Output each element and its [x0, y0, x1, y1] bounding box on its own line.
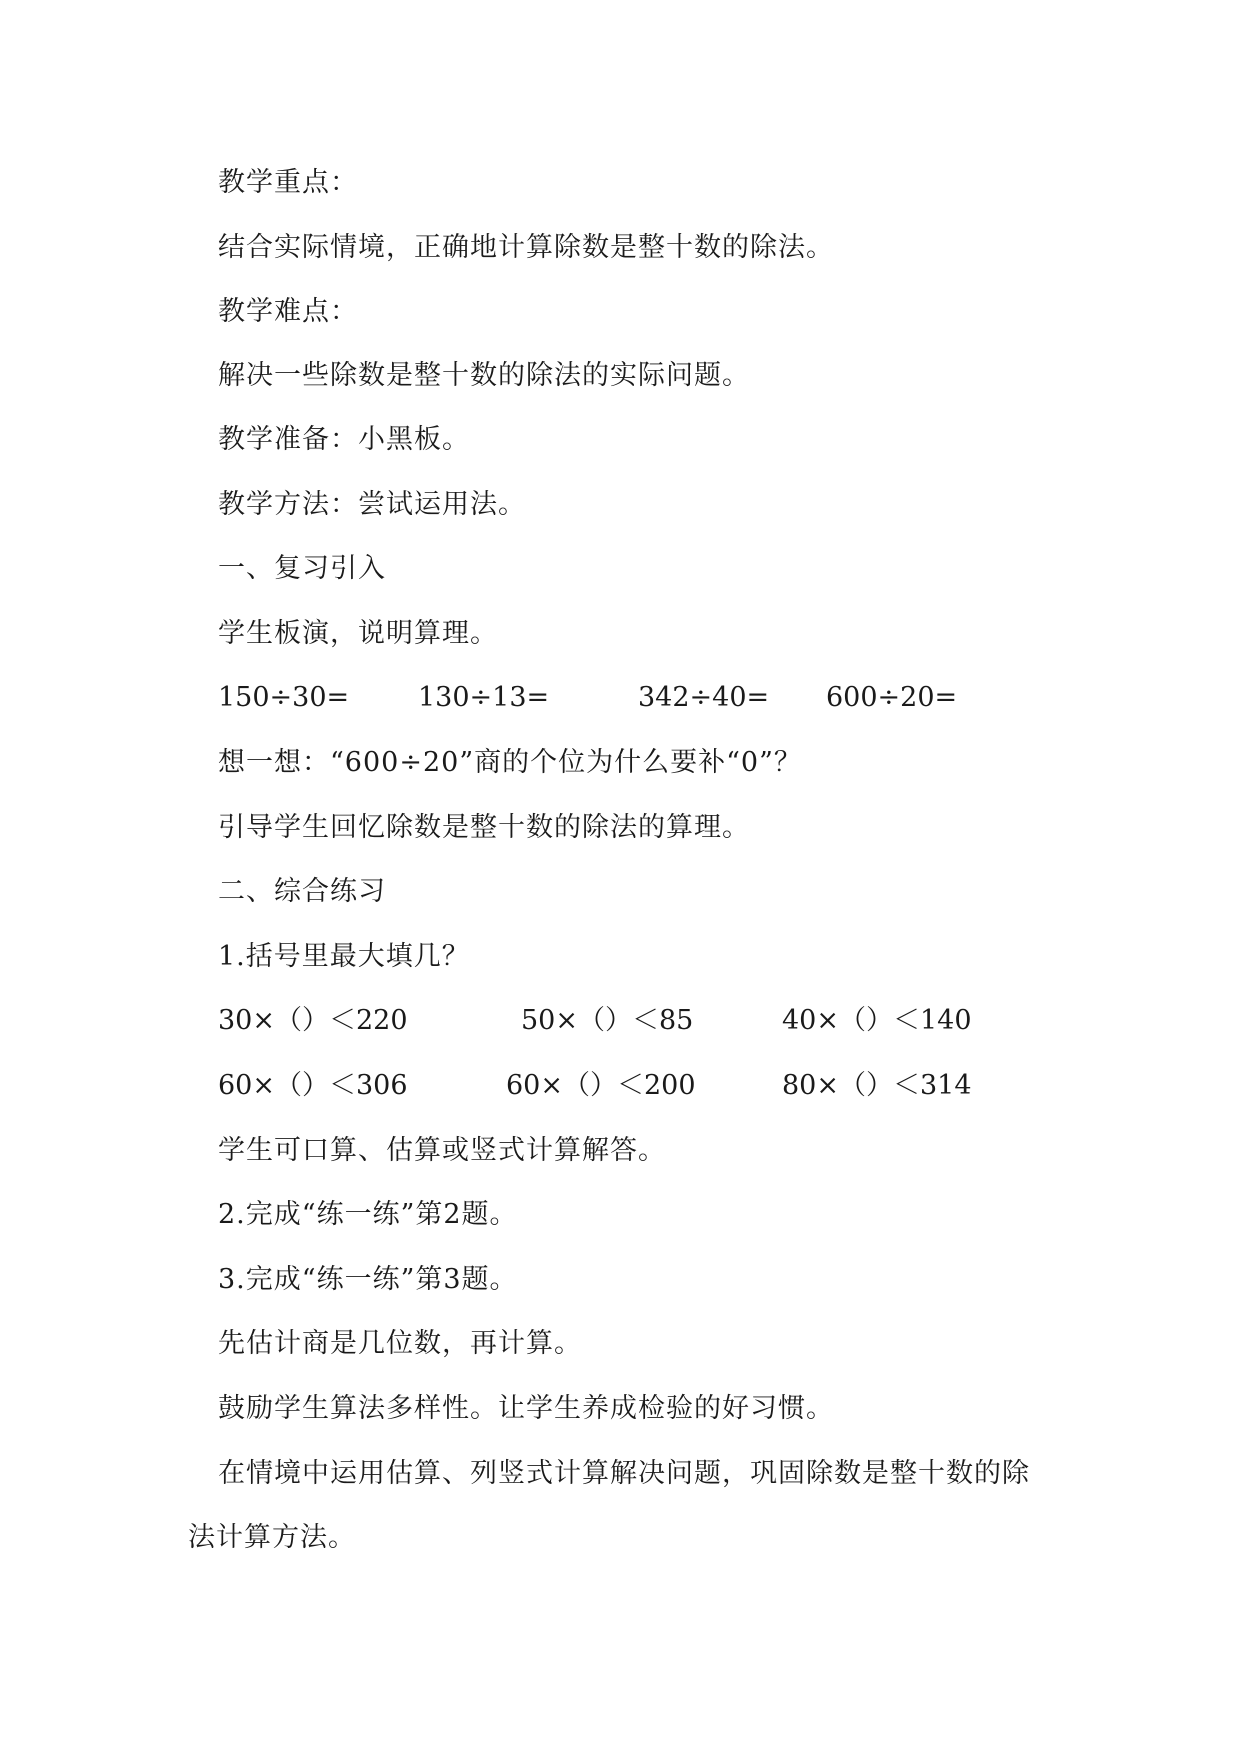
division-item-2: 130÷13=: [418, 682, 550, 713]
heading-teaching-difficulty: 教学难点：: [218, 296, 358, 327]
exercise-1-title: 1.括号里最大填几？: [218, 941, 470, 972]
inequality-item-6: 80×（）＜314: [782, 1070, 972, 1101]
exercise-2: 2.完成“练一练”第2题。: [218, 1199, 518, 1230]
heading-teaching-focus: 教学重点：: [218, 167, 358, 198]
division-item-1: 150÷30=: [218, 682, 350, 713]
inequality-item-3: 40×（）＜140: [782, 1005, 972, 1036]
summary-text-line-2: 法计算方法。: [188, 1522, 356, 1553]
summary-text-line-1: 在情境中运用估算、列竖式计算解决问题，巩固除数是整十数的除: [218, 1458, 1030, 1489]
teaching-preparation: 教学准备：小黑板。: [218, 424, 470, 455]
section-review-heading: 一、复习引入: [218, 553, 386, 584]
guide-text: 引导学生回忆除数是整十数的除法的算理。: [218, 812, 750, 843]
think-question: 想一想：“600÷20”商的个位为什么要补“0”？: [218, 747, 802, 778]
student-answer-methods: 学生可口算、估算或竖式计算解答。: [218, 1135, 666, 1166]
exercise-3: 3.完成“练一练”第3题。: [218, 1264, 518, 1295]
encourage-text: 鼓励学生算法多样性。让学生养成检验的好习惯。: [218, 1393, 834, 1424]
division-item-3: 342÷40=: [638, 682, 770, 713]
section-practice-heading: 二、综合练习: [218, 876, 386, 907]
inequality-item-5: 60×（）＜200: [506, 1070, 696, 1101]
estimate-quotient-text: 先估计商是几位数，再计算。: [218, 1328, 582, 1359]
division-item-4: 600÷20=: [826, 682, 958, 713]
teaching-difficulty-text: 解决一些除数是整十数的除法的实际问题。: [218, 360, 750, 391]
inequality-item-1: 30×（）＜220: [218, 1005, 408, 1036]
teaching-focus-text: 结合实际情境，正确地计算除数是整十数的除法。: [218, 232, 834, 263]
inequality-item-2: 50×（）＜85: [521, 1005, 694, 1036]
student-board-text: 学生板演，说明算理。: [218, 618, 498, 649]
teaching-method: 教学方法：尝试运用法。: [218, 489, 526, 520]
inequality-item-4: 60×（）＜306: [218, 1070, 408, 1101]
